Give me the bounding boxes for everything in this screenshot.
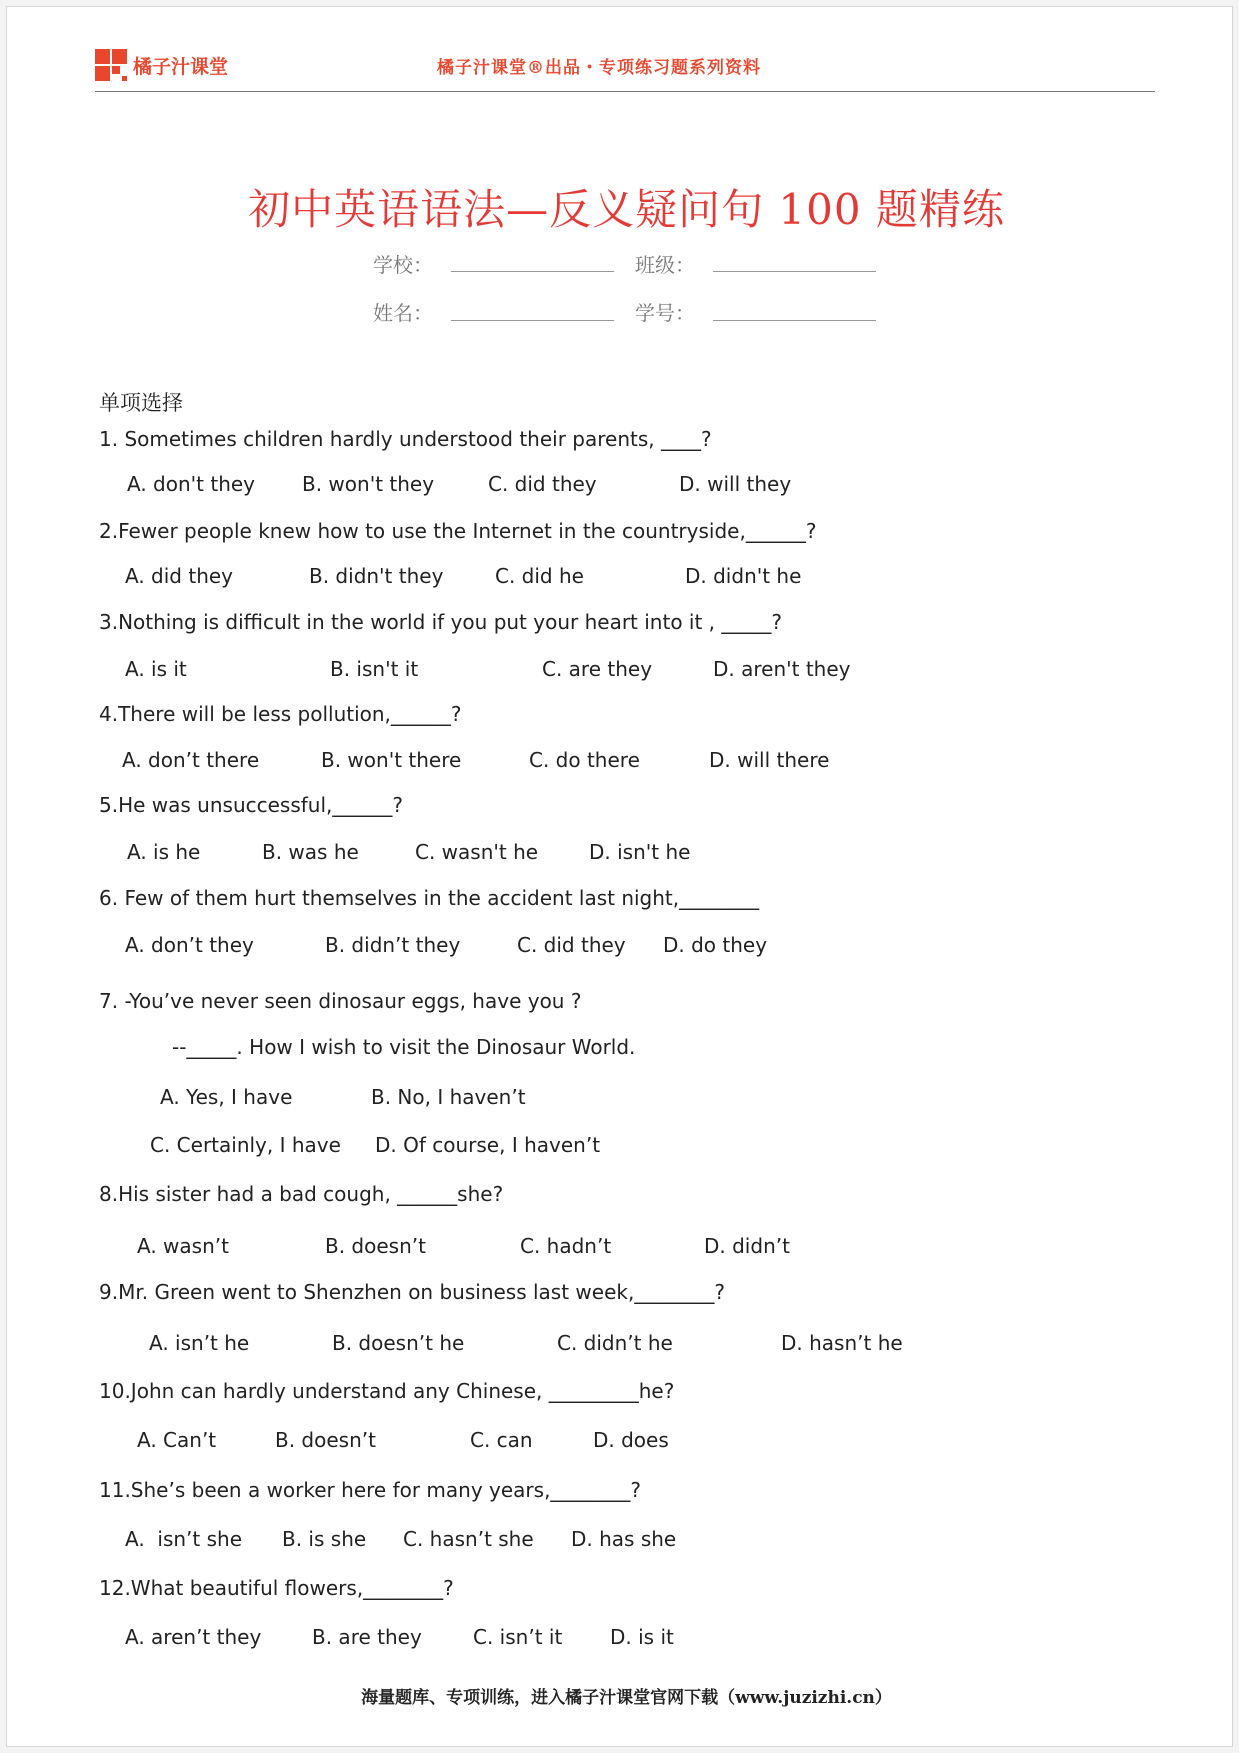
question-12-option-b: B. are they (312, 1625, 422, 1649)
question-5-stem: 5.He was unsuccessful,______? (99, 793, 404, 817)
question-9-option-a: A. isn’t he (149, 1331, 250, 1355)
brand-name: 橘子汁课堂 (133, 55, 229, 78)
page-footer: 海量题库、专项训练，进入橘子汁课堂官网下载（www.juzizhi.cn） (361, 1688, 892, 1708)
class-field[interactable] (713, 271, 876, 272)
question-3-option-c: C. are they (542, 657, 653, 681)
question-5-option-b: B. was he (262, 840, 359, 864)
question-12-stem: 12.What beautiful flowers,________? (99, 1576, 454, 1600)
question-4-option-c: C. do there (529, 748, 640, 772)
question-1-option-b: B. won't they (302, 472, 435, 496)
name-field[interactable] (451, 320, 614, 321)
question-11-option-b: B. is she (282, 1527, 367, 1551)
school-label: 学校： (373, 253, 433, 277)
question-3-option-b: B. isn't it (330, 657, 419, 681)
question-2-stem: 2.Fewer people knew how to use the Internet in the countryside,______? (99, 519, 817, 543)
question-10-option-d: D. does (593, 1428, 669, 1452)
question-2-option-c: C. did he (495, 564, 584, 588)
question-1-option-c: C. did they (488, 472, 597, 496)
question-6-option-d: D. do they (663, 933, 768, 957)
header-tagline: 橘子汁课堂®出品・专项练习题系列资料 (437, 58, 761, 78)
question-6-option-b: B. didn’t they (325, 933, 461, 957)
question-3-option-a: A. is it (125, 657, 187, 681)
number-field[interactable] (713, 320, 876, 321)
class-label: 班级： (635, 253, 695, 277)
question-4-option-a: A. don’t there (122, 748, 260, 772)
question-3-option-d: D. aren't they (713, 657, 851, 681)
question-7-option-d: D. Of course, I haven’t (375, 1133, 601, 1157)
question-2-option-b: B. didn't they (309, 564, 444, 588)
question-5-option-d: D. isn't he (589, 840, 691, 864)
question-8-option-c: C. hadn’t (520, 1234, 612, 1258)
question-5-option-a: A. is he (127, 840, 201, 864)
question-10-option-c: C. can (470, 1428, 533, 1452)
question-9-option-b: B. doesn’t he (332, 1331, 465, 1355)
question-10-option-b: B. doesn’t (275, 1428, 376, 1452)
question-8-option-d: D. didn’t (704, 1234, 790, 1258)
name-label: 姓名： (373, 301, 433, 325)
question-11-option-c: C. hasn’t she (403, 1527, 534, 1551)
question-12-option-d: D. is it (610, 1625, 674, 1649)
question-8-option-b: B. doesn’t (325, 1234, 426, 1258)
question-7-stem: 7. -You’ve never seen dinosaur eggs, have you ? (99, 989, 582, 1013)
question-12-option-c: C. isn’t it (473, 1625, 563, 1649)
question-1-option-d: D. will they (679, 472, 792, 496)
question-4-option-d: D. will there (709, 748, 830, 772)
question-1-option-a: A. don't they (127, 472, 256, 496)
question-11-option-a: A. isn’t she (125, 1527, 243, 1551)
question-9-option-d: D. hasn’t he (781, 1331, 903, 1355)
question-8-stem: 8.His sister had a bad cough, ______she? (99, 1182, 504, 1206)
question-2-option-a: A. did they (125, 564, 234, 588)
question-3-stem: 3.Nothing is difficult in the world if you put your heart into it , _____? (99, 610, 782, 634)
header-divider (95, 91, 1155, 92)
question-7-option-b: B. No, I haven’t (371, 1085, 526, 1109)
question-12-option-a: A. aren’t they (125, 1625, 262, 1649)
question-4-option-b: B. won't there (321, 748, 462, 772)
question-2-option-d: D. didn't he (685, 564, 802, 588)
question-9-stem: 9.Mr. Green went to Shenzhen on business last week,________? (99, 1280, 725, 1304)
question-4-stem: 4.There will be less pollution,______? (99, 702, 462, 726)
question-6-option-a: A. don’t they (125, 933, 254, 957)
question-7-option-c: C. Certainly, I have (150, 1133, 341, 1157)
page-title: 初中英语语法—反义疑问句 100 题精练 (248, 185, 1005, 234)
question-10-option-a: A. Can’t (137, 1428, 217, 1452)
school-field[interactable] (451, 271, 614, 272)
question-10-stem: 10.John can hardly understand any Chinese, _________he? (99, 1379, 675, 1403)
brand-logo (95, 49, 228, 81)
question-8-option-a: A. wasn’t (137, 1234, 229, 1258)
question-11-option-d: D. has she (571, 1527, 677, 1551)
question-6-stem: 6. Few of them hurt themselves in the accident last night,________ (99, 886, 760, 910)
number-label: 学号： (635, 301, 695, 325)
question-7-option-a: A. Yes, I have (160, 1085, 293, 1109)
section-heading: 单项选择 (99, 391, 183, 415)
question-7-reply: --_____. How I wish to visit the Dinosaur World. (172, 1035, 636, 1059)
document-page (6, 6, 1233, 1747)
question-5-option-c: C. wasn't he (415, 840, 539, 864)
question-11-stem: 11.She’s been a worker here for many years,________? (99, 1478, 642, 1502)
question-9-option-c: C. didn’t he (557, 1331, 673, 1355)
question-6-option-c: C. did they (517, 933, 626, 957)
brand-logo-icon (95, 49, 127, 81)
question-1-stem: 1. Sometimes children hardly understood their parents, ____? (99, 427, 712, 451)
